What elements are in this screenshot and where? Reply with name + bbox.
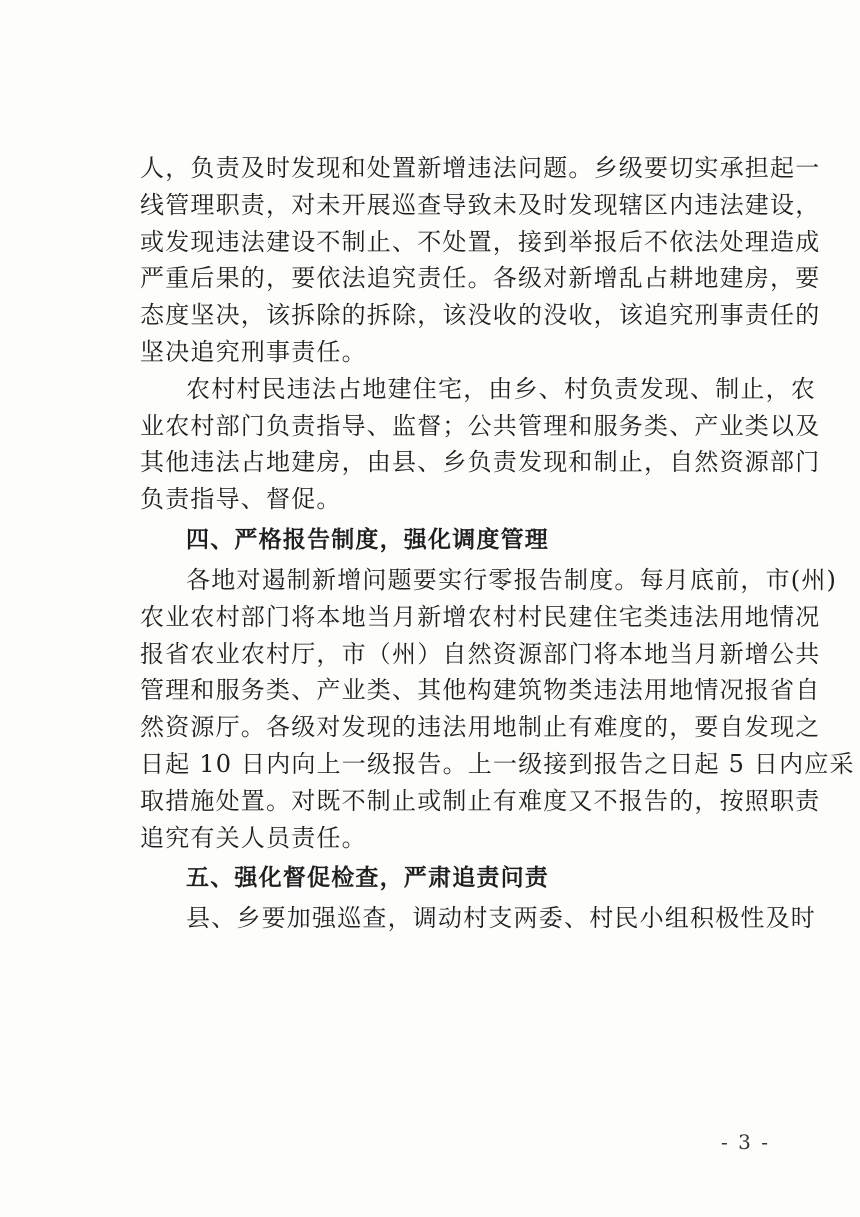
text-line: 其他违法占地建房，由县、乡负责发现和制止，自然资源部门 [140, 448, 821, 477]
text-line: 县、乡要加强巡查，调动村支两委、村民小组积极性及时 [186, 904, 816, 933]
text-line: 农村村民违法占地建住宅，由乡、村负责发现、制止，农 [186, 374, 816, 403]
text-line: 或发现违法建设不制止、不处置，接到举报后不依法处理造成 [140, 227, 821, 256]
text-line: 线管理职责，对未开展巡查导致未及时发现辖区内违法建设， [140, 190, 821, 219]
text-line: 业农村部门负责指导、监督；公共管理和服务类、产业类以及 [140, 411, 821, 440]
section-heading-4: 四、严格报告制度，强化调度管理 [186, 526, 549, 553]
text-line: 坚决追究刑事责任。 [140, 337, 367, 366]
text-line: 态度坚决，该拆除的拆除，该没收的没收，该追究刑事责任的 [140, 301, 821, 330]
section-heading-5: 五、强化督促检查，严肃追责问责 [186, 865, 549, 892]
paragraph-2 [140, 371, 821, 518]
document-body [140, 150, 855, 937]
paragraph-1 [140, 150, 821, 371]
text-line: 取措施处置。对既不制止或制止有难度又不报告的，按照职责 [140, 786, 821, 815]
text-line: 然资源厅。各级对发现的违法用地制止有难度的，要自发现之 [140, 713, 821, 742]
paragraph-3 [140, 562, 855, 856]
text-line: 人，负责及时发现和处置新增违法问题。乡级要切实承担起一 [140, 154, 821, 182]
paragraph-4 [140, 900, 816, 937]
text-line: 严重后果的，要依法追究责任。各级对新增乱占耕地建房，要 [140, 264, 821, 293]
page-number: - 3 - [721, 1130, 770, 1154]
text-line: 日起 10 日内向上一级报告。上一级接到报告之日起 5 日内应采 [140, 749, 855, 778]
text-line: 报省农业农村厅，市（州）自然资源部门将本地当月新增公共 [140, 639, 821, 668]
text-line: 各地对遏制新增问题要实行零报告制度。每月底前，市(州) [186, 565, 838, 594]
text-line: 农业农村部门将本地当月新增农村村民建住宅类违法用地情况 [140, 602, 821, 631]
text-line: 负责指导、督促。 [140, 485, 342, 514]
text-line: 追究有关人员责任。 [140, 823, 367, 852]
text-line: 管理和服务类、产业类、其他构建筑物类违法用地情况报省自 [140, 676, 821, 705]
